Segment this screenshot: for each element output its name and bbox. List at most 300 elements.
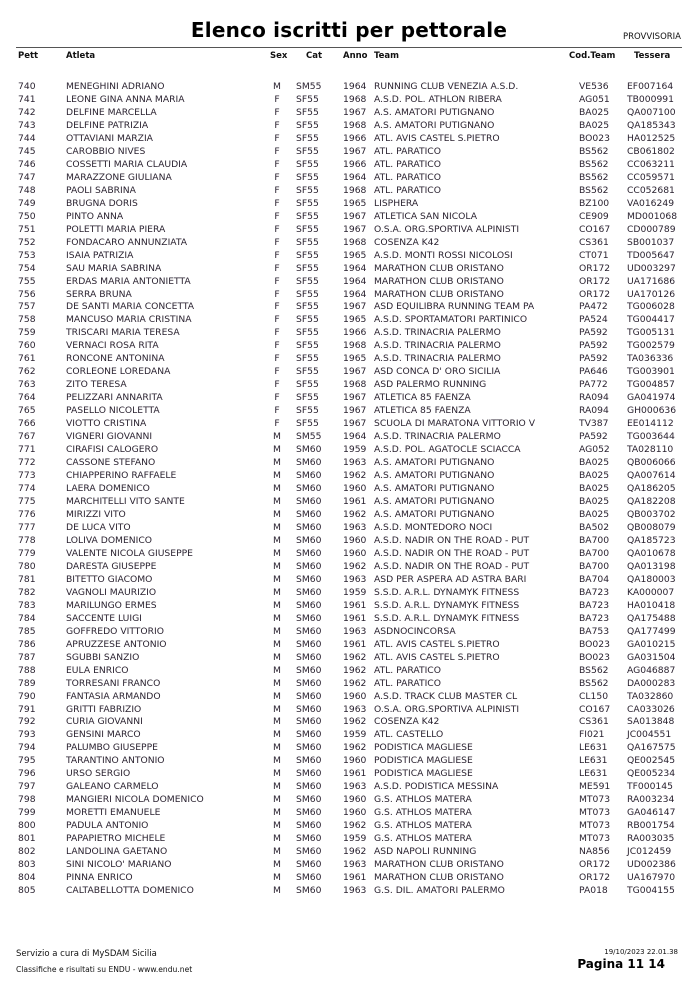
cell-team: ASD PALERMO RUNNING [374,379,487,391]
cell-tessera: TG005131 [627,327,675,339]
cell-cat: SF55 [296,106,319,118]
cell-pett: 774 [18,483,36,495]
table-row [0,496,698,509]
cell-pett: 776 [18,508,36,520]
cell-tessera: QA185343 [627,119,676,131]
cell-anno: 1967 [343,405,367,417]
cell-cat: SM60 [296,781,322,793]
cell-cat: SM60 [296,651,322,663]
cell-tessera: QA177499 [627,625,676,637]
cell-anno: 1966 [343,158,367,170]
status-label: PROVVISORIA [622,32,681,42]
cell-pett: 773 [18,470,36,482]
cell-cat: SF55 [296,158,319,170]
cell-atleta: MANCUSO MARIA CRISTINA [66,314,192,326]
cell-sex: M [273,638,281,650]
cell-atleta: PINTO ANNA [66,210,124,222]
table-row [0,146,698,159]
cell-tessera: QA175488 [627,612,676,624]
cell-sex: M [273,742,281,754]
cell-cod-team: BA723 [579,599,610,611]
cell-sex: F [274,379,280,391]
table-row [0,340,698,353]
cell-tessera: SB001037 [627,236,675,248]
cell-sex: M [273,457,281,469]
cell-team: O.S.A. ORG.SPORTIVA ALPINISTI [374,223,520,235]
cell-cod-team: PA772 [579,379,608,391]
cell-anno: 1962 [343,716,367,728]
cell-cod-team: PA472 [579,301,608,313]
cell-tessera: TA028110 [627,444,674,456]
cell-team: ATL. AVIS CASTEL S.PIETRO [374,651,500,663]
cell-anno: 1967 [343,145,367,157]
cell-team: PODISTICA MAGLIESE [374,755,473,767]
cell-cat: SF55 [296,197,319,209]
cell-sex: F [274,301,280,313]
cell-cod-team: CE909 [579,210,609,222]
cell-cat: SF55 [296,353,319,365]
cell-team: PODISTICA MAGLIESE [374,742,473,754]
cell-pett: 800 [18,820,36,832]
cell-pett: 777 [18,521,36,533]
cell-cat: SF55 [296,249,319,261]
cell-sex: M [273,768,281,780]
cell-atleta: CHIAPPERINO RAFFAELE [66,470,177,482]
cell-team: A.S.D. POL. AGATOCLE SCIACCA [374,444,521,456]
cell-cat: SF55 [296,379,319,391]
cell-tessera: KA000007 [627,586,675,598]
cell-tessera: GA046147 [627,807,676,819]
table-row [0,444,698,457]
cell-sex: M [273,599,281,611]
cell-cat: SM60 [296,729,322,741]
cell-tessera: TG003901 [627,366,675,378]
cell-tessera: UA170126 [627,288,676,300]
cell-team: G.S. ATHLOS MATERA [374,794,472,806]
cell-pett: 759 [18,327,36,339]
cell-cat: SM60 [296,612,322,624]
cell-cat: SM55 [296,431,322,443]
cell-anno: 1962 [343,677,367,689]
cell-atleta: FANTASIA ARMANDO [66,690,161,702]
cell-cod-team: PA592 [579,431,608,443]
table-row [0,431,698,444]
cell-sex: M [273,444,281,456]
cell-sex: M [273,833,281,845]
cell-anno: 1963 [343,521,367,533]
cell-sex: M [273,664,281,676]
cell-anno: 1959 [343,833,367,845]
cell-pett: 747 [18,171,36,183]
cell-pett: 795 [18,755,36,767]
cell-anno: 1964 [343,171,367,183]
cell-pett: 794 [18,742,36,754]
cell-cat: SM60 [296,807,322,819]
cell-tessera: QA007614 [627,470,676,482]
cell-team: G.S. ATHLOS MATERA [374,807,472,819]
cell-cod-team: RA094 [579,405,609,417]
cell-anno: 1965 [343,249,367,261]
cell-team: PODISTICA MAGLIESE [374,768,473,780]
cell-pett: 775 [18,496,36,507]
cell-cat: SM60 [296,794,322,806]
cell-tessera: QA182208 [627,496,676,507]
cell-anno: 1961 [343,599,367,611]
cell-tessera: CA033026 [627,703,675,715]
cell-tessera: QA185723 [627,534,676,546]
cell-cat: SM60 [296,599,322,611]
cell-pett: 755 [18,275,36,287]
cell-atleta: VIOTTO CRISTINA [66,418,147,430]
cell-sex: F [274,392,280,404]
cell-anno: 1967 [343,418,367,430]
cell-team: S.S.D. A.R.L. DYNAMYK FITNESS [374,586,520,598]
cell-atleta: FONDACARO ANNUNZIATA [66,236,188,248]
cell-tessera: TG002579 [627,340,675,352]
table-row [0,820,698,833]
cell-atleta: MANGIERI NICOLA DOMENICO [66,794,204,806]
cell-cod-team: BO023 [579,651,610,663]
cell-cod-team: TV387 [579,418,609,430]
cell-atleta: TRISCARI MARIA TERESA [66,327,180,339]
cell-tessera: DA000283 [627,677,676,689]
cell-team: MARATHON CLUB ORISTANO [374,288,504,300]
cell-team: G.S. DIL. AMATORI PALERMO [374,885,505,897]
cell-pett: 803 [18,859,36,871]
cell-cod-team: BA723 [579,612,610,624]
cell-team: COSENZA K42 [374,236,440,248]
cell-sex: M [273,560,281,572]
cell-team: ATL. PARATICO [374,677,441,689]
column-header-pett: Pett [18,51,39,61]
table-row [0,185,698,198]
cell-cod-team: BO023 [579,638,610,650]
cell-team: ASD CONCA D' ORO SICILIA [374,366,501,378]
cell-atleta: MENEGHINI ADRIANO [66,81,165,92]
cell-pett: 796 [18,768,36,780]
cell-pett: 758 [18,314,36,326]
cell-pett: 782 [18,586,36,598]
cell-anno: 1964 [343,275,367,287]
cell-cat: SF55 [296,405,319,417]
cell-atleta: GRITTI FABRIZIO [66,703,142,715]
cell-atleta: DELFINE PATRIZIA [66,119,149,131]
page-title: Elenco iscritti per pettorale [190,18,508,42]
cell-sex: M [273,807,281,819]
cell-pett: 743 [18,119,36,131]
cell-atleta: PAOLI SABRINA [66,184,136,196]
cell-team: A.S.D. TRINACRIA PALERMO [374,327,501,339]
cell-anno: 1959 [343,586,367,598]
table-row [0,704,698,717]
cell-sex: M [273,703,281,715]
cell-cat: SF55 [296,275,319,287]
cell-tessera: SA013848 [627,716,675,728]
cell-anno: 1964 [343,288,367,300]
cell-atleta: SAU MARIA SABRINA [66,262,162,274]
cell-anno: 1968 [343,93,367,105]
cell-atleta: CIRAFISI CALOGERO [66,444,159,456]
cell-pett: 784 [18,612,36,624]
cell-cod-team: OR172 [579,859,611,871]
cell-anno: 1968 [343,340,367,352]
cell-anno: 1963 [343,703,367,715]
cell-sex: M [273,470,281,482]
cell-atleta: PASELLO NICOLETTA [66,405,160,417]
cell-cat: SM60 [296,560,322,572]
cell-anno: 1964 [343,81,367,92]
cell-pett: 740 [18,81,36,92]
cell-sex: M [273,846,281,858]
cell-cod-team: BS562 [579,664,609,676]
cell-atleta: MIRIZZI VITO [66,508,126,520]
cell-cod-team: AG052 [579,444,610,456]
cell-tessera: HA010418 [627,599,676,611]
cell-tessera: VA016249 [627,197,675,209]
cell-atleta: PINNA ENRICO [66,872,133,884]
cell-cat: SF55 [296,366,319,378]
cell-pett: 753 [18,249,36,261]
cell-pett: 760 [18,340,36,352]
table-row [0,457,698,470]
cell-atleta: VAGNOLI MAURIZIO [66,586,157,598]
cell-sex: F [274,340,280,352]
cell-cod-team: BA025 [579,106,610,118]
cell-sex: F [274,327,280,339]
cell-atleta: LEONE GINA ANNA MARIA [66,93,185,105]
cell-pett: 780 [18,560,36,572]
cell-tessera: HA012525 [627,132,676,144]
cell-team: ATL. PARATICO [374,664,441,676]
cell-tessera: TA032860 [627,690,674,702]
cell-team: SCUOLA DI MARATONA VITTORIO V [374,418,535,430]
cell-tessera: GA041974 [627,392,676,404]
cell-cat: SM60 [296,768,322,780]
cell-anno: 1963 [343,885,367,897]
cell-atleta: DE SANTI MARIA CONCETTA [66,301,195,313]
cell-pett: 790 [18,690,36,702]
cell-cod-team: RA094 [579,392,609,404]
cell-anno: 1962 [343,470,367,482]
cell-cod-team: PA524 [579,314,608,326]
cell-cod-team: BZ100 [579,197,610,209]
table-row [0,107,698,120]
cell-anno: 1961 [343,496,367,507]
cell-cod-team: CS361 [579,236,609,248]
cell-cod-team: PA018 [579,885,608,897]
cell-sex: M [273,872,281,884]
cell-anno: 1967 [343,301,367,313]
cell-team: A.S.D. NADIR ON THE ROAD - PUT [374,560,530,572]
cell-pett: 745 [18,145,36,157]
cell-cod-team: LE631 [579,768,608,780]
cell-pett: 765 [18,405,36,417]
cell-cat: SM60 [296,677,322,689]
table-row [0,159,698,172]
cell-tessera: UD003297 [627,262,676,274]
table-row [0,133,698,146]
cell-cat: SF55 [296,418,319,430]
table-row [0,600,698,613]
cell-tessera: UA167970 [627,872,676,884]
column-header-atleta: Atleta [66,51,96,61]
cell-pett: 751 [18,223,36,235]
cell-cod-team: AG051 [579,93,610,105]
table-row [0,742,698,755]
cell-team: A.S.D. MONTEDORO NOCI [374,521,493,533]
cell-cod-team: PA646 [579,366,608,378]
cell-atleta: PALUMBO GIUSEPPE [66,742,158,754]
cell-pett: 793 [18,729,36,741]
cell-cod-team: BS562 [579,158,609,170]
cell-atleta: SACCENTE LUIGI [66,612,142,624]
header-divider [16,47,682,48]
cell-cat: SM60 [296,625,322,637]
cell-atleta: PADULA ANTONIO [66,820,149,832]
table-row [0,327,698,340]
cell-atleta: CASSONE STEFANO [66,457,156,469]
cell-cod-team: BA025 [579,470,610,482]
cell-atleta: OTTAVIANI MARZIA [66,132,153,144]
table-row [0,237,698,250]
table-row [0,483,698,496]
cell-cat: SM60 [296,508,322,520]
cell-pett: 791 [18,703,36,715]
cell-anno: 1960 [343,534,367,546]
cell-atleta: VERNACI ROSA RITA [66,340,159,352]
cell-team: ATL. PARATICO [374,171,441,183]
cell-team: A.S.D. TRINACRIA PALERMO [374,431,501,443]
cell-anno: 1967 [343,210,367,222]
cell-cat: SM60 [296,703,322,715]
cell-team: ATL. AVIS CASTEL S.PIETRO [374,132,500,144]
cell-team: COSENZA K42 [374,716,440,728]
cell-tessera: TG006028 [627,301,675,313]
cell-team: A.S.D. TRINACRIA PALERMO [374,353,501,365]
table-row [0,846,698,859]
cell-atleta: TORRESANI FRANCO [66,677,161,689]
cell-sex: F [274,418,280,430]
cell-sex: F [274,236,280,248]
cell-team: RUNNING CLUB VENEZIA A.S.D. [374,81,519,92]
cell-sex: F [274,405,280,417]
cell-sex: M [273,496,281,507]
cell-tessera: EE014112 [627,418,674,430]
cell-cat: SM60 [296,547,322,559]
cell-tessera: GA010215 [627,638,676,650]
cell-pett: 792 [18,716,36,728]
cell-atleta: PELIZZARI ANNARITA [66,392,163,404]
cell-cod-team: MT073 [579,807,611,819]
table-row [0,172,698,185]
cell-atleta: EULA ENRICO [66,664,129,676]
cell-cat: SM60 [296,833,322,845]
cell-atleta: APRUZZESE ANTONIO [66,638,167,650]
table-row [0,224,698,237]
cell-cat: SF55 [296,262,319,274]
cell-atleta: ISAIA PATRIZIA [66,249,134,261]
cell-tessera: TG003644 [627,431,675,443]
cell-anno: 1960 [343,794,367,806]
cell-atleta: MARCHITELLI VITO SANTE [66,496,185,507]
table-row [0,289,698,302]
cell-tessera: RB001754 [627,820,675,832]
cell-sex: F [274,145,280,157]
table-row [0,81,698,94]
cell-team: ASD NAPOLI RUNNING [374,846,477,858]
cell-cat: SF55 [296,171,319,183]
cell-sex: M [273,431,281,443]
cell-pett: 786 [18,638,36,650]
footer-service: Servizio a cura di MySDAM Sicilia [16,949,157,959]
cell-team: A.S.D. TRACK CLUB MASTER CL [374,690,518,702]
cell-cod-team: OR172 [579,262,611,274]
table-row [0,314,698,327]
cell-team: ATL. PARATICO [374,184,441,196]
cell-sex: M [273,820,281,832]
cell-pett: 799 [18,807,36,819]
cell-team: A.S. AMATORI PUTIGNANO [374,119,495,131]
table-row [0,652,698,665]
cell-anno: 1967 [343,392,367,404]
cell-cod-team: MT073 [579,820,611,832]
cell-pett: 781 [18,573,36,585]
cell-atleta: SGUBBI SANZIO [66,651,140,663]
table-row [0,716,698,729]
cell-anno: 1962 [343,742,367,754]
table-row [0,405,698,418]
cell-tessera: GA031504 [627,651,676,663]
cell-atleta: CAROBBIO NIVES [66,145,146,157]
cell-sex: F [274,288,280,300]
cell-anno: 1963 [343,457,367,469]
cell-cat: SM60 [296,457,322,469]
table-row [0,613,698,626]
cell-sex: F [274,210,280,222]
cell-team: G.S. ATHLOS MATERA [374,833,472,845]
cell-tessera: QA180003 [627,573,676,585]
cell-anno: 1960 [343,755,367,767]
cell-cat: SF55 [296,236,319,248]
cell-anno: 1961 [343,638,367,650]
cell-cod-team: BS562 [579,677,609,689]
cell-tessera: CC052681 [627,184,675,196]
cell-atleta: DARESTA GIUSEPPE [66,560,157,572]
cell-sex: M [273,573,281,585]
cell-pett: 754 [18,262,36,274]
cell-cod-team: PA592 [579,340,608,352]
table-row [0,198,698,211]
cell-anno: 1966 [343,327,367,339]
cell-sex: F [274,249,280,261]
cell-anno: 1961 [343,768,367,780]
cell-anno: 1960 [343,547,367,559]
cell-anno: 1964 [343,262,367,274]
table-row [0,379,698,392]
cell-cod-team: BS562 [579,145,609,157]
cell-tessera: QA167575 [627,742,676,754]
column-header-cat: Cat [306,51,323,61]
cell-anno: 1962 [343,846,367,858]
table-row [0,794,698,807]
cell-cat: SM60 [296,716,322,728]
cell-anno: 1961 [343,872,367,884]
cell-pett: 748 [18,184,36,196]
cell-atleta: MORETTI EMANUELE [66,807,161,819]
cell-tessera: QA010678 [627,547,676,559]
table-row [0,509,698,522]
cell-cod-team: NA856 [579,846,610,858]
